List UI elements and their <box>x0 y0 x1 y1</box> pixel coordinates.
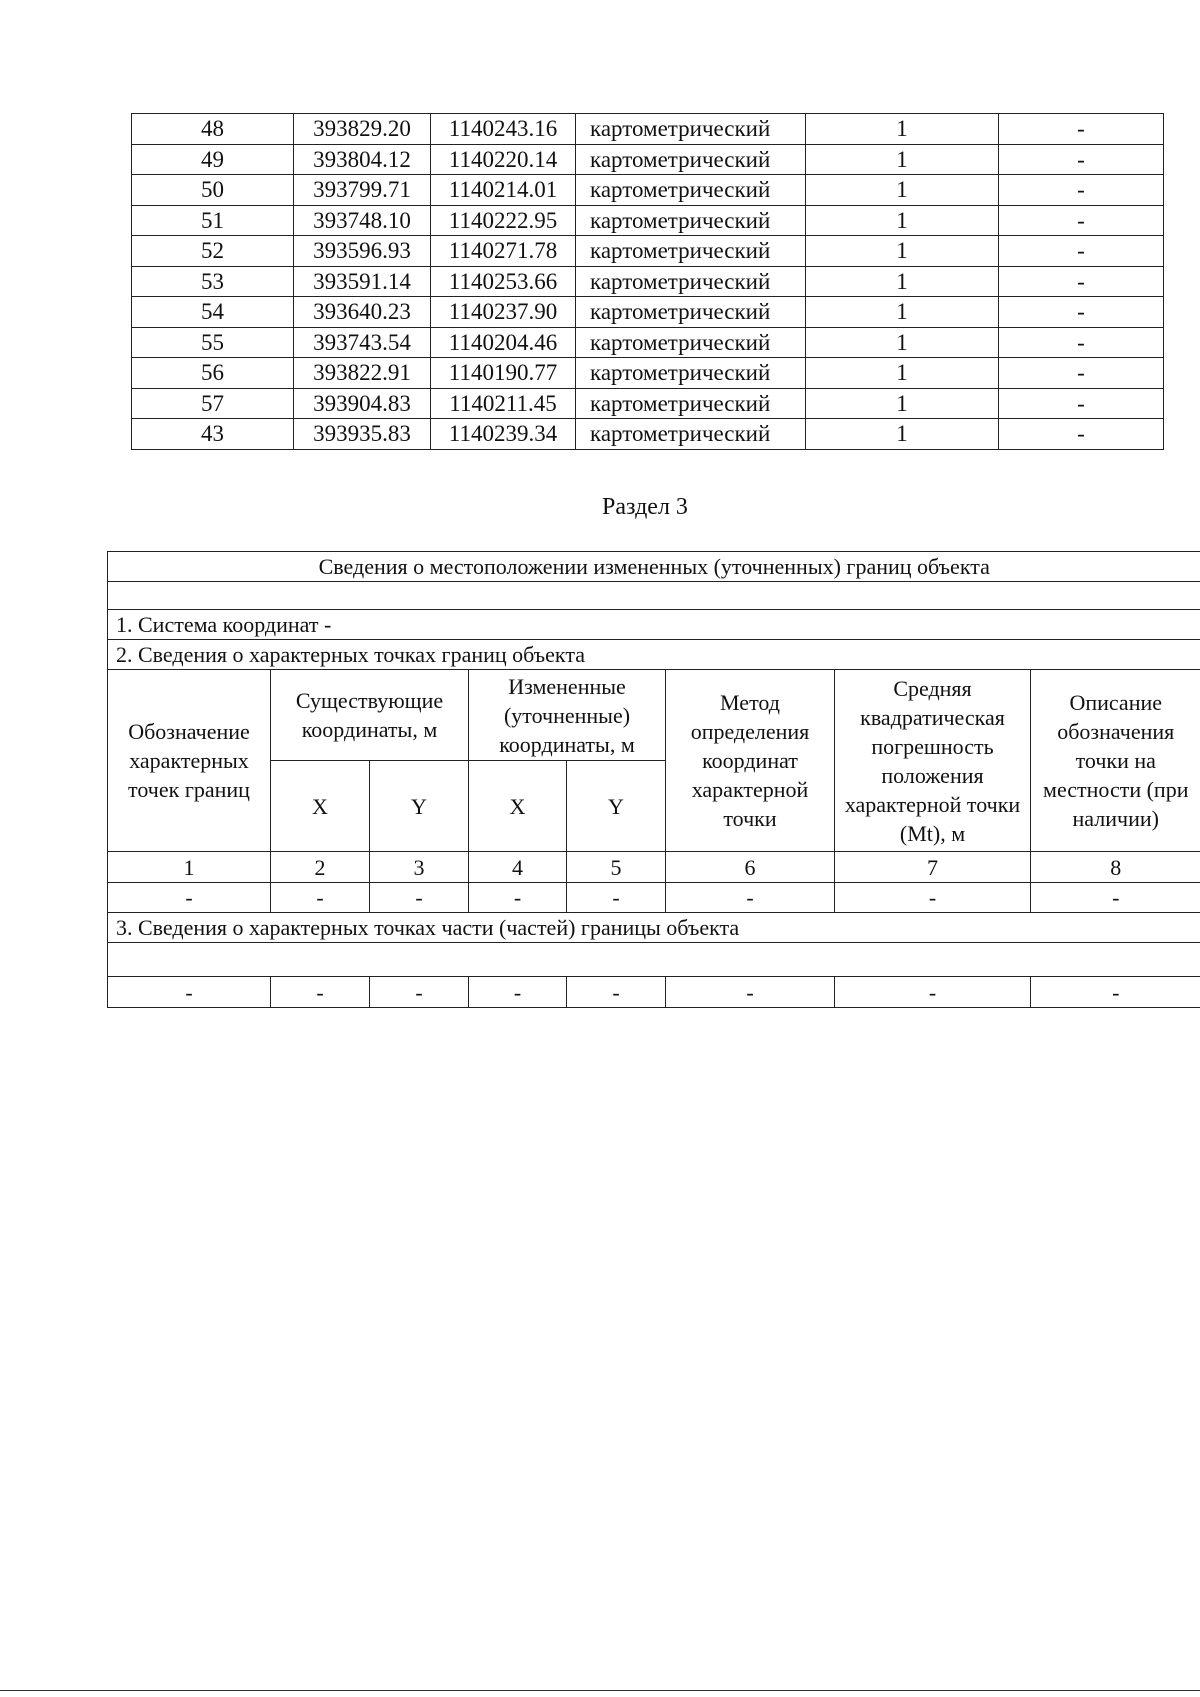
column-number: 1 <box>108 852 271 883</box>
header-x-existing: X <box>271 761 370 852</box>
method: картометрический <box>576 144 806 175</box>
mt-value: 1 <box>806 144 999 175</box>
x-coordinate: 393640.23 <box>294 297 431 328</box>
empty-cell: - <box>370 977 469 1008</box>
header-y-changed: Y <box>567 761 666 852</box>
mt-value: 1 <box>806 388 999 419</box>
table-row <box>132 297 1164 328</box>
x-coordinate: 393596.93 <box>294 236 431 267</box>
method: картометрический <box>576 266 806 297</box>
description: - <box>999 358 1164 389</box>
bottom-scan-edge <box>0 1690 1200 1691</box>
x-coordinate: 393904.83 <box>294 388 431 419</box>
description: - <box>999 266 1164 297</box>
point-number: 43 <box>132 419 294 450</box>
column-number: 3 <box>370 852 469 883</box>
empty-cell: - <box>567 977 666 1008</box>
mt-value: 1 <box>806 297 999 328</box>
empty-points-row <box>108 883 1200 913</box>
description: - <box>999 175 1164 206</box>
point-number: 56 <box>132 358 294 389</box>
y-coordinate: 1140237.90 <box>431 297 576 328</box>
y-coordinate: 1140214.01 <box>431 175 576 206</box>
section3-title: Сведения о местоположении измененных (уточненных) границ объекта <box>108 552 1200 582</box>
y-coordinate: 1140190.77 <box>431 358 576 389</box>
header-existing-coords: Существующие координаты, м <box>271 670 469 761</box>
point-number: 52 <box>132 236 294 267</box>
mt-value: 1 <box>806 327 999 358</box>
column-number: 7 <box>835 852 1031 883</box>
blank-row-2 <box>108 943 1200 977</box>
point-number: 49 <box>132 144 294 175</box>
header-y-existing: Y <box>370 761 469 852</box>
y-coordinate: 1140220.14 <box>431 144 576 175</box>
y-coordinate: 1140211.45 <box>431 388 576 419</box>
x-coordinate: 393829.20 <box>294 114 431 145</box>
point-number: 57 <box>132 388 294 419</box>
method: картометрический <box>576 327 806 358</box>
point-number: 50 <box>132 175 294 206</box>
description: - <box>999 144 1164 175</box>
section-heading: Раздел 3 <box>602 494 688 520</box>
header-x-changed: X <box>469 761 567 852</box>
description: - <box>999 327 1164 358</box>
y-coordinate: 1140253.66 <box>431 266 576 297</box>
mt-value: 1 <box>806 419 999 450</box>
description: - <box>999 205 1164 236</box>
empty-parts-row <box>108 977 1200 1008</box>
header-designation: Обозначение характерных точек границ <box>108 670 271 852</box>
point-number: 54 <box>132 297 294 328</box>
x-coordinate: 393935.83 <box>294 419 431 450</box>
method: картометрический <box>576 175 806 206</box>
x-coordinate: 393748.10 <box>294 205 431 236</box>
table-row <box>132 266 1164 297</box>
header-error: Средняя квадратическая погрешность положения характерной точки (Mt), м <box>835 670 1031 852</box>
mt-value: 1 <box>806 358 999 389</box>
y-coordinate: 1140239.34 <box>431 419 576 450</box>
column-numbers-row <box>108 852 1200 883</box>
empty-cell: - <box>469 883 567 913</box>
x-coordinate: 393804.12 <box>294 144 431 175</box>
empty-cell: - <box>666 977 835 1008</box>
method: картометрический <box>576 388 806 419</box>
boundary-points-table <box>131 113 1164 450</box>
table-row <box>132 358 1164 389</box>
empty-cell: - <box>835 883 1031 913</box>
mt-value: 1 <box>806 114 999 145</box>
x-coordinate: 393743.54 <box>294 327 431 358</box>
table-row <box>132 388 1164 419</box>
description: - <box>999 297 1164 328</box>
table-row <box>132 114 1164 145</box>
table-row <box>132 205 1164 236</box>
table-row <box>132 419 1164 450</box>
x-coordinate: 393799.71 <box>294 175 431 206</box>
header-changed-coords: Измененные (уточненные) координаты, м <box>469 670 666 761</box>
description: - <box>999 419 1164 450</box>
y-coordinate: 1140271.78 <box>431 236 576 267</box>
column-number: 2 <box>271 852 370 883</box>
empty-cell: - <box>567 883 666 913</box>
column-number: 6 <box>666 852 835 883</box>
table-row <box>132 327 1164 358</box>
header-description: Описание обозначения точки на местности (при наличии) <box>1031 670 1200 852</box>
points-info-row: 2. Сведения о характерных точках границ объекта <box>108 640 1200 670</box>
column-number: 8 <box>1031 852 1200 883</box>
empty-cell: - <box>1031 977 1200 1008</box>
empty-cell: - <box>469 977 567 1008</box>
point-number: 53 <box>132 266 294 297</box>
y-coordinate: 1140243.16 <box>431 114 576 145</box>
empty-cell: - <box>370 883 469 913</box>
method: картометрический <box>576 419 806 450</box>
column-number: 5 <box>567 852 666 883</box>
x-coordinate: 393591.14 <box>294 266 431 297</box>
method: картометрический <box>576 205 806 236</box>
description: - <box>999 236 1164 267</box>
method: картометрический <box>576 297 806 328</box>
header-method: Метод определения координат характерной точки <box>666 670 835 852</box>
boundary-points-body <box>132 114 1164 450</box>
method: картометрический <box>576 358 806 389</box>
y-coordinate: 1140204.46 <box>431 327 576 358</box>
empty-cell: - <box>271 883 370 913</box>
point-number: 48 <box>132 114 294 145</box>
method: картометрический <box>576 114 806 145</box>
section3-table <box>107 551 1200 1008</box>
empty-cell: - <box>1031 883 1200 913</box>
table-row <box>132 144 1164 175</box>
empty-cell: - <box>108 883 271 913</box>
description: - <box>999 114 1164 145</box>
empty-cell: - <box>835 977 1031 1008</box>
method: картометрический <box>576 236 806 267</box>
point-number: 55 <box>132 327 294 358</box>
y-coordinate: 1140222.95 <box>431 205 576 236</box>
x-coordinate: 393822.91 <box>294 358 431 389</box>
parts-info-row: 3. Сведения о характерных точках части (частей) границы объекта <box>108 913 1200 943</box>
point-number: 51 <box>132 205 294 236</box>
empty-cell: - <box>108 977 271 1008</box>
blank-row <box>108 582 1200 610</box>
column-number: 4 <box>469 852 567 883</box>
empty-cell: - <box>666 883 835 913</box>
table-row <box>132 236 1164 267</box>
description: - <box>999 388 1164 419</box>
mt-value: 1 <box>806 236 999 267</box>
table-row <box>132 175 1164 206</box>
mt-value: 1 <box>806 266 999 297</box>
mt-value: 1 <box>806 205 999 236</box>
coordinate-system-row: 1. Система координат - <box>108 610 1200 640</box>
empty-cell: - <box>271 977 370 1008</box>
mt-value: 1 <box>806 175 999 206</box>
